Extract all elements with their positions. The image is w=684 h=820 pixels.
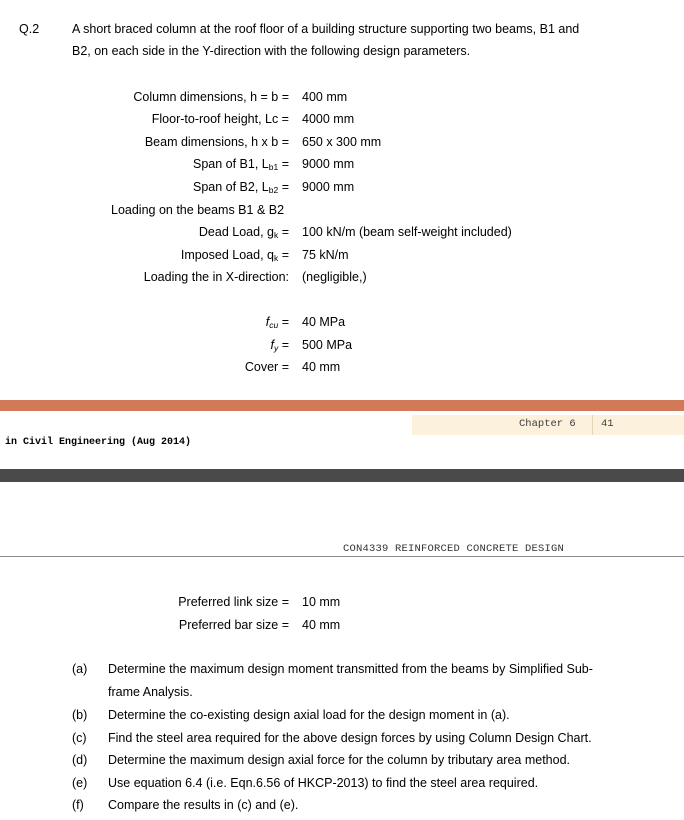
task-a-letter: (a) <box>72 662 88 676</box>
question-intro-line1: A short braced column at the roof floor of a building structure supporting two beams, B1 and <box>72 22 580 36</box>
course-header: CON4339 REINFORCED CONCRETE DESIGN <box>343 543 565 555</box>
page-number: 41 <box>601 418 614 430</box>
task-c-letter: (c) <box>72 731 87 745</box>
imposed-load-value: 75 kN/m <box>302 248 349 262</box>
task-a-line2: frame Analysis. <box>108 685 193 699</box>
x-loading-label: Loading the in X-direction: <box>143 270 289 284</box>
dead-load-value: 100 kN/m (beam self-weight included) <box>302 225 512 239</box>
fcu-value: 40 MPa <box>302 315 346 329</box>
running-head: in Civil Engineering (Aug 2014) <box>5 437 192 448</box>
chapter-label: Chapter 6 <box>519 418 576 430</box>
task-a-line1: Determine the maximum design moment transmitted from the beams by Simplified Sub- <box>108 662 593 676</box>
beam-dimensions-value: 650 x 300 mm <box>302 135 382 149</box>
beam-dimensions-label: Beam dimensions, h x b = <box>144 135 289 149</box>
span-b1-value: 9000 mm <box>302 157 355 171</box>
dead-load-label: Dead Load, $g_k$ = <box>198 225 289 240</box>
column-dimensions-label: Column dimensions, h = b = <box>133 90 289 104</box>
link-size-value: 10 mm <box>302 595 341 609</box>
cover-value: 40 mm <box>302 360 341 374</box>
task-b-letter: (b) <box>72 708 88 722</box>
span-b1-label: Span of B1, $L_{b1}$ = <box>192 157 289 172</box>
fcu-label: $f_{cu}$ = <box>265 315 289 330</box>
span-b2-label: Span of B2, $L_{b2}$ = <box>192 180 289 195</box>
task-b-text: Determine the co-existing design axial load for the design moment in (a). <box>108 708 510 722</box>
strip-divider <box>592 415 593 435</box>
task-c-text: Find the steel area required for the above design forces by using Column Design Chart. <box>108 731 592 745</box>
bar-size-value: 40 mm <box>302 618 341 632</box>
link-size-label: Preferred link size = <box>178 595 289 609</box>
page-separator-bar <box>0 469 684 482</box>
header-rule <box>0 556 684 557</box>
fy-value: 500 MPa <box>302 338 353 352</box>
task-f-text: Compare the results in (c) and (e). <box>108 798 299 812</box>
question-number: Q.2 <box>19 22 40 36</box>
floor-height-label: Floor-to-roof height, Lc = <box>151 112 289 126</box>
task-e-letter: (e) <box>72 776 88 790</box>
bar-size-label: Preferred bar size = <box>178 618 289 632</box>
x-loading-value: (negligible,) <box>302 270 367 284</box>
task-e-text: Use equation 6.4 (i.e. Eqn.6.56 of HKCP-2013) to find the steel area required. <box>108 776 539 790</box>
task-d-text: Determine the maximum design axial force for the column by tributary area method. <box>108 753 571 767</box>
span-b2-value: 9000 mm <box>302 180 355 194</box>
page-footer-bar <box>0 400 684 411</box>
column-dimensions-value: 400 mm <box>302 90 348 104</box>
task-d-letter: (d) <box>72 753 88 767</box>
cover-label: Cover = <box>244 360 289 374</box>
imposed-load-label: Imposed Load, $q_k$ = <box>180 248 289 263</box>
task-f-letter: (f) <box>72 798 84 812</box>
floor-height-value: 4000 mm <box>302 112 355 126</box>
fy-label: $f_y$ = <box>270 338 289 353</box>
loading-heading: Loading on the beams B1 & B2 <box>111 203 285 217</box>
question-intro-line2: B2, on each side in the Y-direction with the following design parameters. <box>72 44 471 58</box>
